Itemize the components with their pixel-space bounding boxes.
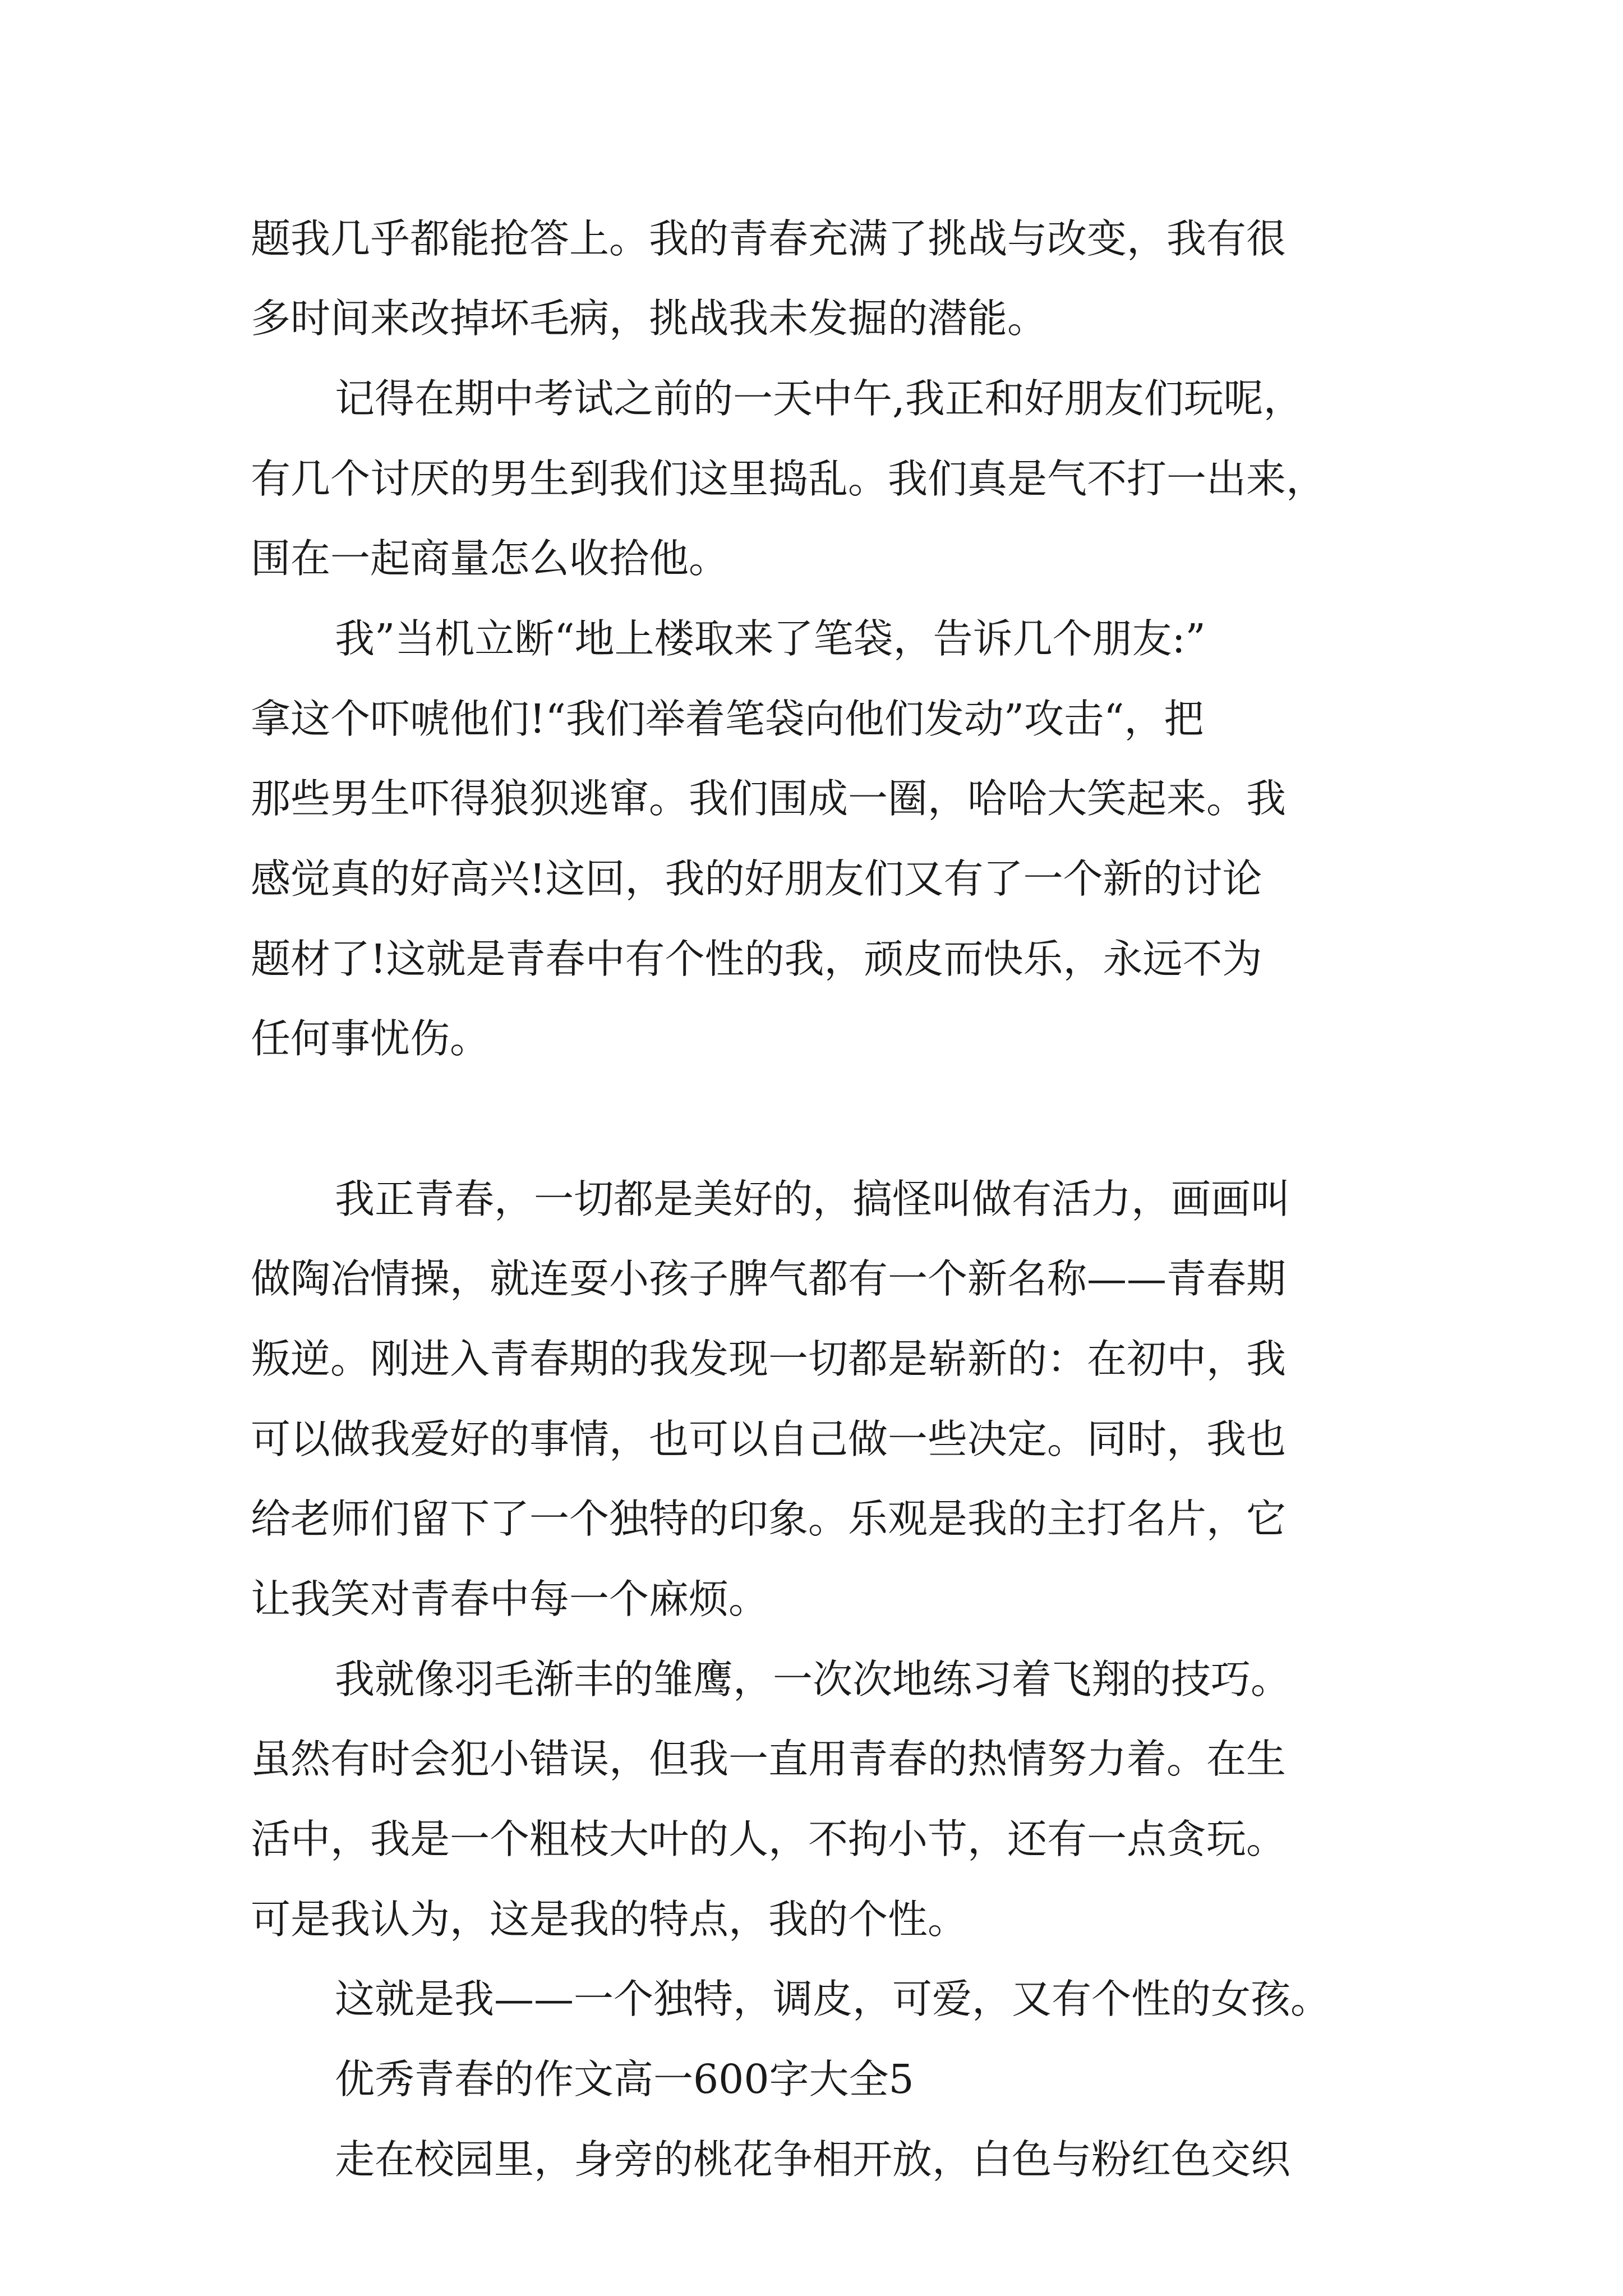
text-line-14: 叛逆。刚进入青春期的我发现一切都是崭新的：在初中，我: [251, 1336, 1287, 1382]
text-line-2: 多时间来改掉坏毛病，挑战我未发掘的潜能。: [251, 295, 1048, 342]
text-line-24: 走在校园里，身旁的桃花争相开放，白色与粉红色交织: [335, 2136, 1291, 2183]
text-line-12: 我正青春，一切都是美好的，搞怪叫做有活力，画画叫: [335, 1176, 1291, 1222]
text-line-7: 拿这个吓唬他们!“我们举着笔袋向他们发动”攻击“，把: [251, 696, 1204, 742]
text-line-20: 活中，我是一个粗枝大叶的人，不拘小节，还有一点贪玩。: [251, 1816, 1287, 1862]
text-line-3: 记得在期中考试之前的一天中午,我正和好朋友们玩呢，: [335, 375, 1303, 422]
text-line-1: 题我几乎都能抢答上。我的青春充满了挑战与改变，我有很: [251, 215, 1287, 262]
text-line-19: 虽然有时会犯小错误，但我一直用青春的热情努力着。在生: [251, 1736, 1287, 1782]
text-line-11: 任何事忧伤。: [251, 1015, 490, 1062]
text-line-13: 做陶冶情操，就连耍小孩子脾气都有一个新名称——青春期: [251, 1255, 1287, 1302]
text-line-15: 可以做我爱好的事情，也可以自己做一些决定。同时，我也: [251, 1416, 1287, 1462]
text-line-6: 我”当机立断“地上楼取来了笔袋，告诉几个朋友:”: [335, 615, 1206, 662]
section-heading: 优秀青春的作文高一600字大全5: [335, 2056, 914, 2102]
text-line-10: 题材了!这就是青春中有个性的我，顽皮而快乐，永远不为: [251, 936, 1262, 982]
text-line-5: 围在一起商量怎么收拾他。: [251, 535, 729, 582]
text-line-18: 我就像羽毛渐丰的雏鹰，一次次地练习着飞翔的技巧。: [335, 1656, 1291, 1703]
text-line-21: 可是我认为，这是我的特点，我的个性。: [251, 1896, 968, 1943]
text-line-9: 感觉真的好高兴!这回，我的好朋友们又有了一个新的讨论: [251, 855, 1262, 902]
text-line-17: 让我笑对青春中每一个麻烦。: [251, 1576, 769, 1622]
text-line-4: 有几个讨厌的男生到我们这里捣乱。我们真是气不打一出来，: [251, 455, 1326, 502]
text-line-16: 给老师们留下了一个独特的印象。乐观是我的主打名片，它: [251, 1496, 1287, 1542]
text-line-22: 这就是我——一个独特，调皮，可爱，又有个性的女孩。: [335, 1976, 1331, 2022]
text-line-8: 那些男生吓得狼狈逃窜。我们围成一圈，哈哈大笑起来。我: [251, 775, 1287, 822]
